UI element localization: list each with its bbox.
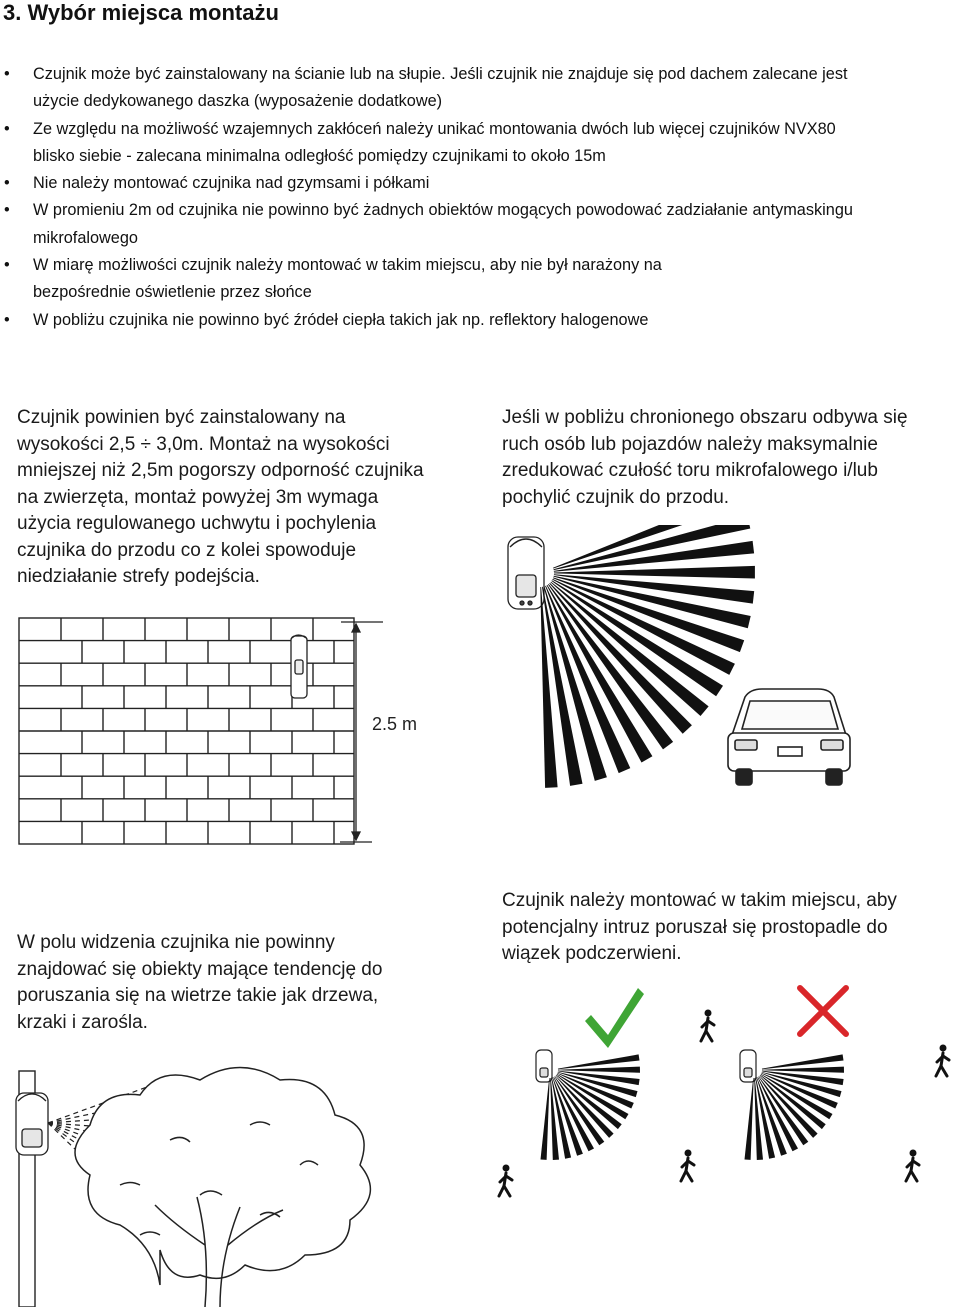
bullet-dot: • xyxy=(4,310,10,329)
bullet-dot: • xyxy=(4,65,10,83)
beam xyxy=(558,1054,640,1069)
height-label: 2.5 m xyxy=(372,714,418,734)
walking-person-icon xyxy=(681,1150,694,1182)
list-item-line: użycie dedykowanego daszka (wyposażenie dodatkowe) xyxy=(33,92,443,111)
direction-note xyxy=(502,888,952,968)
traffic-note xyxy=(502,405,952,511)
detection-beams xyxy=(541,1054,641,1160)
list-item-line: W promieniu 2m od czujnika nie powinno być żadnych obiektów mogących powodować zadziałanie antymaskingu xyxy=(33,201,853,220)
list-item-line: Nie należy montować czujnika nad gzymsami i półkami xyxy=(33,174,430,193)
car-icon xyxy=(728,689,850,785)
bullet-dot: • xyxy=(4,201,10,220)
trees-illustration xyxy=(0,1045,480,1307)
height-note-line: niedziałanie strefy podejścia. xyxy=(17,566,260,587)
wall-height-illustration xyxy=(0,600,480,850)
bullet-dot: • xyxy=(4,119,10,138)
check-icon xyxy=(585,988,644,1048)
height-note-line: wysokości 2,5 ÷ 3,0m. Montaż na wysokości xyxy=(17,433,390,455)
traffic-note-line: pochylić czujnik do przodu. xyxy=(502,486,730,508)
sensor-icon xyxy=(740,1050,756,1082)
beam xyxy=(540,587,557,788)
detection-beams xyxy=(745,1054,845,1160)
height-note-line: na zwierzęta, montaż powyżej 3m wymaga xyxy=(17,486,379,508)
trees-note-line: krzaki i zarośla. xyxy=(17,1011,148,1033)
height-note-line: czujnika do przodu co z kolei spowoduje xyxy=(17,539,357,561)
bullet-dot: • xyxy=(4,174,10,193)
beam xyxy=(762,1054,844,1069)
height-note-line: Czujnik powinien być zainstalowany na xyxy=(17,407,346,428)
sensor-icon xyxy=(16,1093,48,1155)
list-item xyxy=(0,116,958,171)
direction-illustration xyxy=(488,980,958,1210)
traffic-note-line: Jeśli w pobliżu chronionego obszaru odbywa się xyxy=(502,407,908,428)
beam xyxy=(541,1078,550,1160)
list-item xyxy=(0,252,958,307)
list-item-line: bezpośrednie oświetlenie przez słońce xyxy=(33,283,312,302)
list-item xyxy=(0,307,958,334)
direction-note-line: wiązek podczerwieni. xyxy=(502,943,682,964)
list-item xyxy=(0,170,958,197)
sensor-icon xyxy=(508,537,544,609)
list-item-line: mikrofalowego xyxy=(33,228,138,247)
list-item-line: W pobliżu czujnika nie powinno być źródeł ciepła takich jak np. reflektory halogenowe xyxy=(33,310,649,329)
height-note xyxy=(17,405,487,591)
list-item-line: Ze względu na możliwość wzajemnych zakłóceń należy unikać montowania dwóch lub więcej czujników NVX80 xyxy=(33,119,836,138)
detection-beams xyxy=(540,525,755,788)
height-note-line: mniejszej niż 2,5m pogorszy odporność czujnika xyxy=(17,460,424,481)
direction-note-line: Czujnik należy montować w takim miejscu, aby xyxy=(502,890,897,911)
section-heading: 3. Wybór miejsca montażu xyxy=(3,0,279,25)
bullet-list xyxy=(0,61,958,334)
list-item-line: Czujnik może być zainstalowany na ścianie lub na słupie. Jeśli czujnik nie znajduje się pod dachem zalecane jest xyxy=(33,65,848,83)
height-note-line: użycia regulowanego uchwytu i pochylenia xyxy=(17,513,377,534)
traffic-note-line: ruch osób lub pojazdów należy maksymalnie xyxy=(502,433,878,455)
list-item-line: blisko siebie - zalecana minimalna odległość pomiędzy czujnikami to około 15m xyxy=(33,146,606,165)
trees-note-line: poruszania się na wietrze takie jak drzewa, xyxy=(17,985,379,1006)
sensor-icon xyxy=(291,635,307,698)
cross-icon xyxy=(800,988,846,1034)
walking-person-icon xyxy=(499,1165,512,1197)
trees-note xyxy=(17,930,467,1036)
walking-person-icon xyxy=(701,1010,714,1042)
walking-person-icon xyxy=(936,1045,949,1077)
list-item xyxy=(0,197,958,252)
tree-icon xyxy=(75,1068,370,1307)
traffic-note-line: zredukować czułość toru mikrofalowego i/lub xyxy=(502,460,878,481)
trees-note-line: znajdować się obiekty mające tendencję do xyxy=(17,958,383,980)
sensor-icon xyxy=(536,1050,552,1082)
beam xyxy=(745,1078,754,1160)
bullet-dot: • xyxy=(4,256,10,275)
traffic-illustration xyxy=(500,525,860,795)
trees-note-line: W polu widzenia czujnika nie powinny xyxy=(17,932,335,953)
list-item-line: W miarę możliwości czujnik należy montować w takim miejscu, aby nie był narażony na xyxy=(33,256,662,275)
direction-note-line: potencjalny intruz poruszał się prostopadle do xyxy=(502,916,888,938)
list-item xyxy=(0,61,958,116)
walking-person-icon xyxy=(906,1150,919,1182)
